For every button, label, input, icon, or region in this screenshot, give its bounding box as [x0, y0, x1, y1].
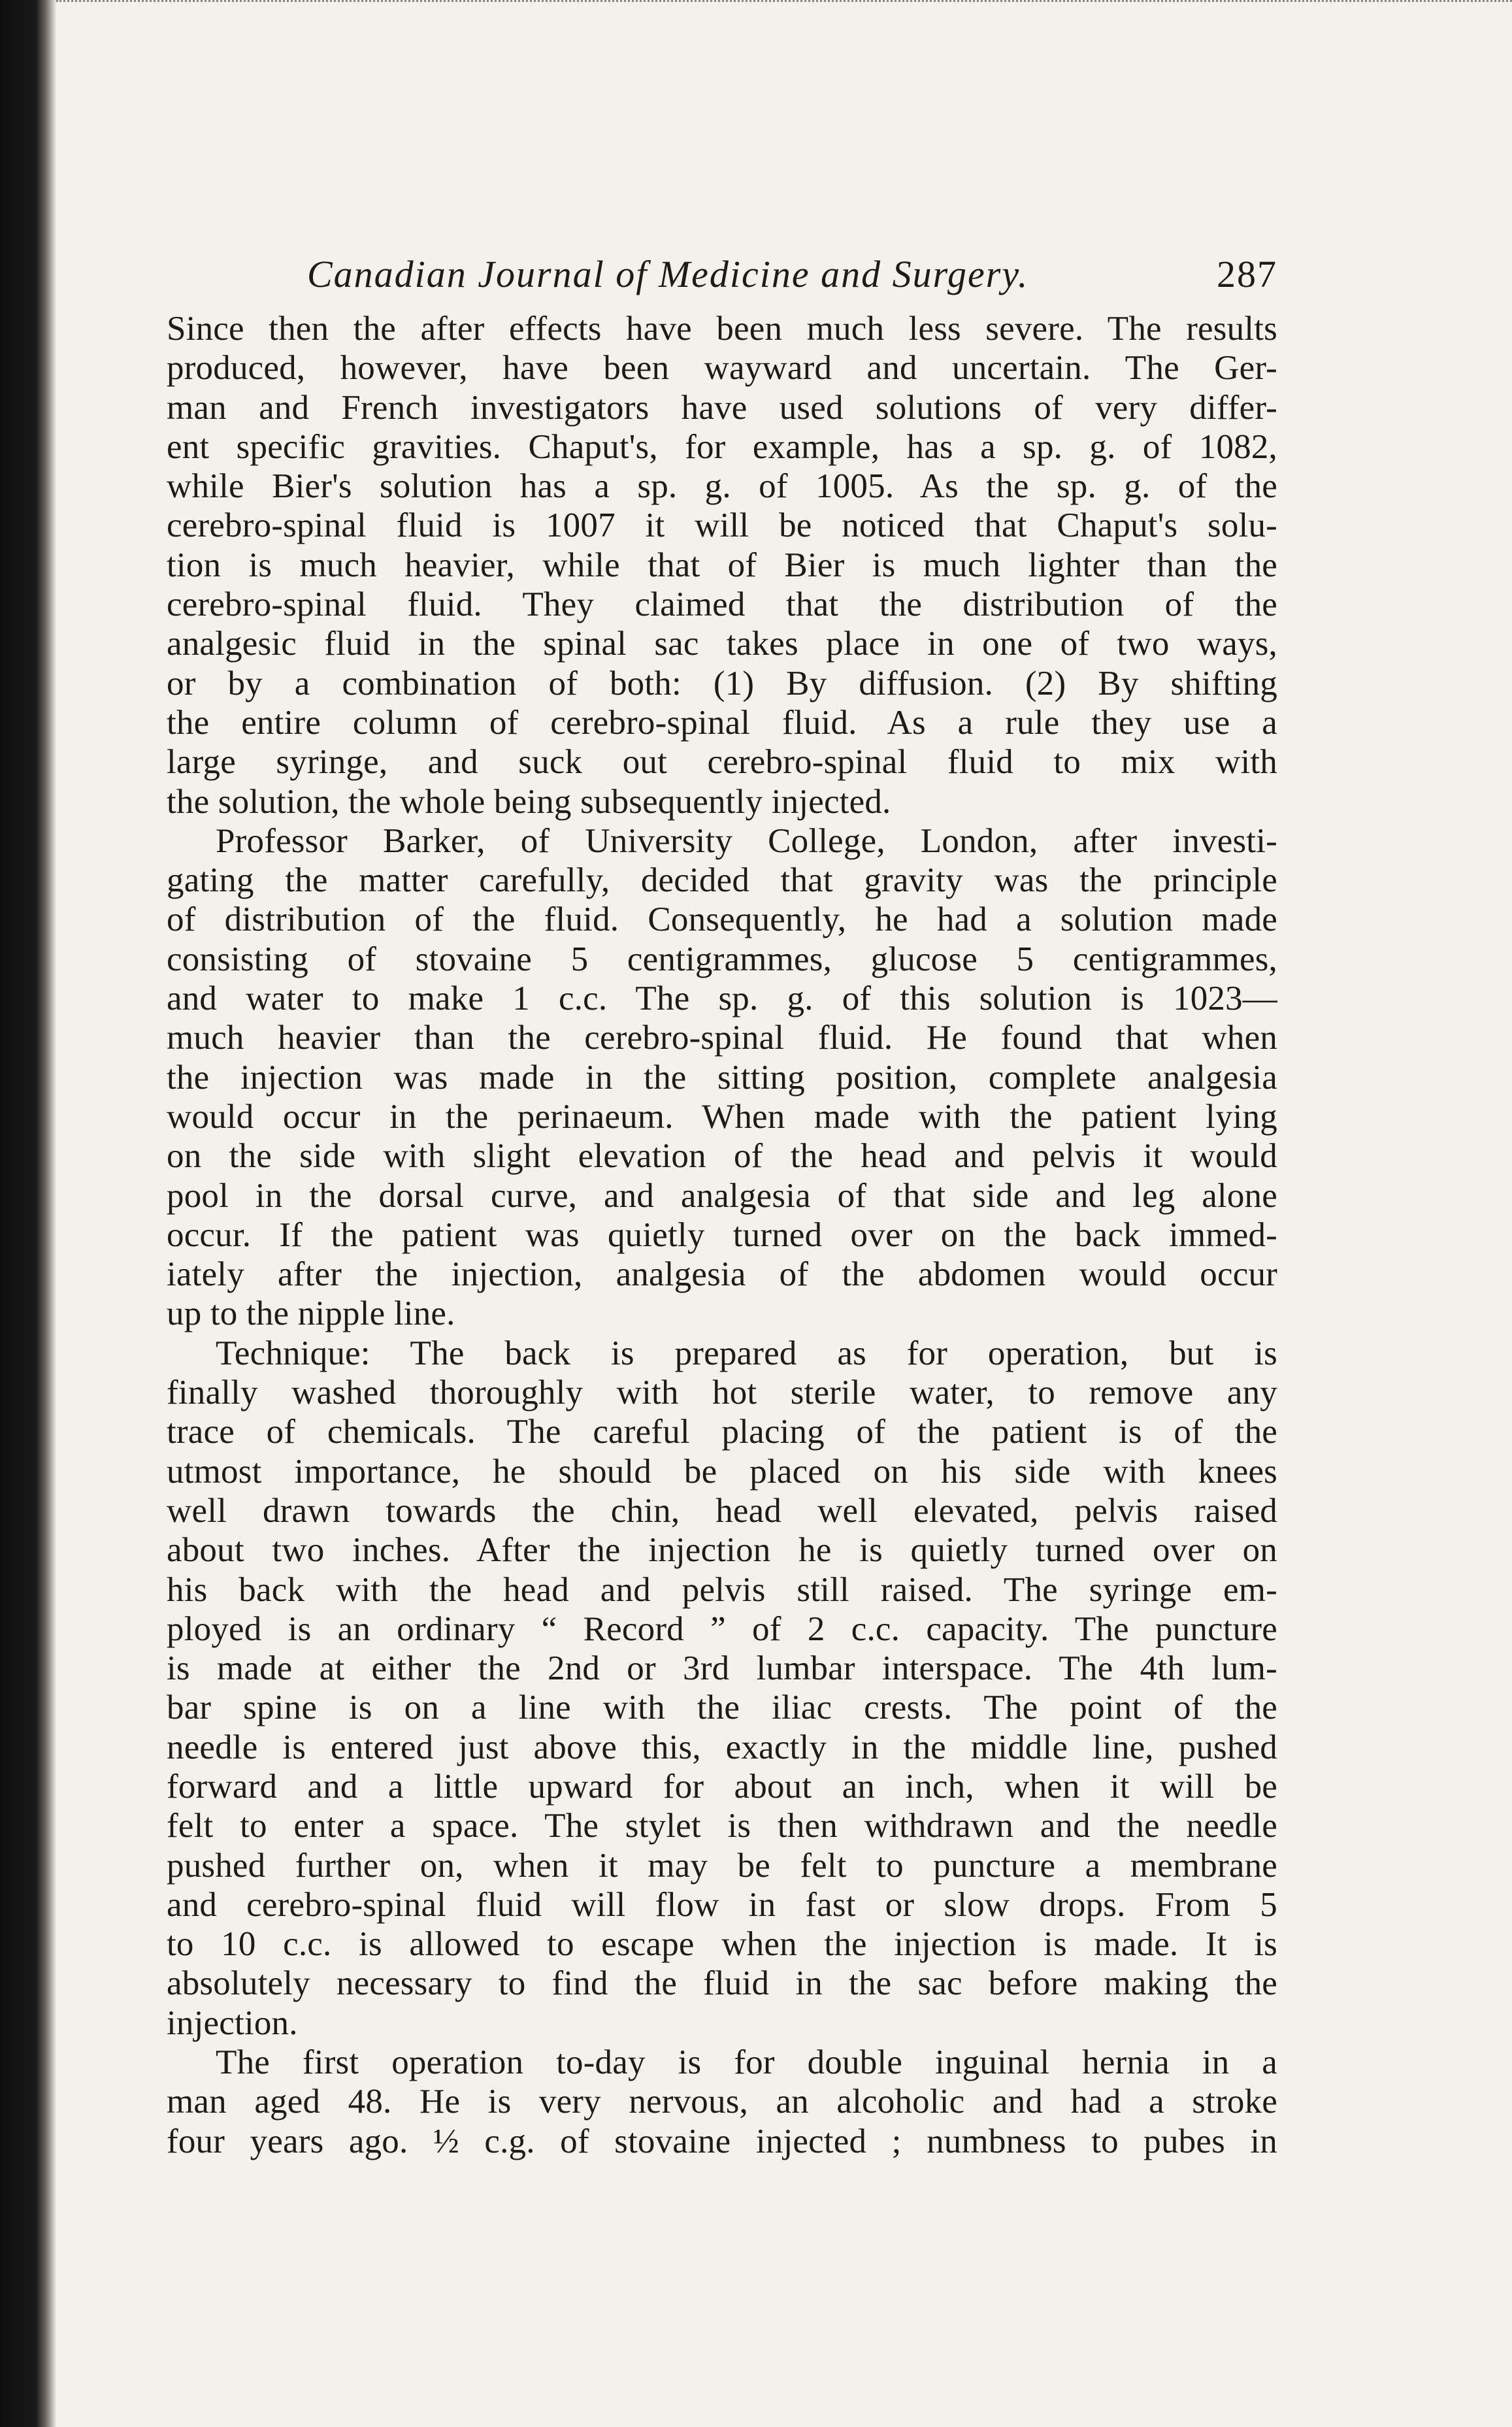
- text-line: the entire column of cerebro-spinal fluid. As a rule they use a: [167, 703, 1277, 742]
- text-line: forward and a little upward for about an inch, when it will be: [167, 1767, 1277, 1806]
- article-body: [167, 309, 1277, 2161]
- text-line: gating the matter carefully, decided that gravity was the principle: [167, 861, 1277, 900]
- text-line: utmost importance, he should be placed on his side with knees: [167, 1452, 1277, 1491]
- text-line: absolutely necessary to find the fluid in the sac before making the: [167, 1964, 1277, 2003]
- text-line: finally washed thoroughly with hot sterile water, to remove any: [167, 1374, 1277, 1412]
- text-line: pool in the dorsal curve, and analgesia of that side and leg alone: [167, 1176, 1277, 1215]
- text-line: four years ago. ½ c.g. of stovaine injected ; numbness to pubes in: [167, 2122, 1277, 2160]
- text-line: Professor Barker, of University College, London, after investi-: [216, 821, 1277, 860]
- text-line: ployed is an ordinary “ Record ” of 2 c.c. capacity. The puncture: [167, 1610, 1277, 1648]
- text-line: bar spine is on a line with the iliac crests. The point of the: [167, 1689, 1277, 1727]
- text-line: produced, however, have been wayward and uncertain. The Ger-: [167, 349, 1277, 388]
- text-line: Since then the after effects have been much less severe. The results: [167, 310, 1277, 348]
- text-line: on the side with slight elevation of the head and pelvis it would: [167, 1137, 1277, 1176]
- text-line: ent specific gravities. Chaput's, for example, has a sp. g. of 1082,: [167, 427, 1277, 466]
- text-line: and water to make 1 c.c. The sp. g. of this solution is 1023—: [167, 980, 1277, 1018]
- text-line: to 10 c.c. is allowed to escape when the injection is made. It is: [167, 1925, 1277, 1964]
- text-line: large syringe, and suck out cerebro-spinal fluid to mix with: [167, 743, 1277, 782]
- journal-page: [167, 245, 1277, 2161]
- text-line: Technique: The back is prepared as for operation, but is: [216, 1334, 1277, 1372]
- text-line: is made at either the 2nd or 3rd lumbar interspace. The 4th lum-: [167, 1649, 1277, 1688]
- text-line: occur. If the patient was quietly turned over on the back immed-: [167, 1215, 1277, 1254]
- text-line: his back with the head and pelvis still raised. The syringe em-: [167, 1570, 1277, 1609]
- text-line: needle is entered just above this, exactly in the middle line, pushed: [167, 1728, 1277, 1766]
- paragraph: [167, 821, 1277, 1334]
- text-line: man aged 48. He is very nervous, an alcoholic and had a stroke: [167, 2083, 1277, 2121]
- text-line: consisting of stovaine 5 centigrammes, glucose 5 centigrammes,: [167, 940, 1277, 978]
- paragraph: [167, 1334, 1277, 2043]
- text-line: while Bier's solution has a sp. g. of 1005. As the sp. g. of the: [167, 467, 1277, 506]
- text-line: felt to enter a space. The stylet is then withdrawn and the needle: [167, 1807, 1277, 1845]
- text-line: iately after the injection, analgesia of the abdomen would occur: [167, 1255, 1277, 1294]
- text-line: cerebro-spinal fluid is 1007 it will be noticed that Chaput's solu-: [167, 506, 1277, 545]
- running-head: [167, 245, 1277, 308]
- text-line: of distribution of the fluid. Consequently, he had a solution made: [167, 900, 1277, 939]
- page-binding-edge: [0, 0, 56, 2427]
- text-line: injection.: [167, 2004, 298, 2042]
- text-line: much heavier than the cerebro-spinal fluid. He found that when: [167, 1019, 1277, 1057]
- text-line: well drawn towards the chin, head well elevated, pelvis raised: [167, 1491, 1277, 1530]
- journal-title: Canadian Journal of Medicine and Surgery.: [307, 253, 1029, 295]
- page-number: 287: [1217, 253, 1277, 295]
- text-line: the injection was made in the sitting position, complete analgesia: [167, 1058, 1277, 1097]
- text-line: up to the nipple line.: [167, 1295, 455, 1333]
- text-line: about two inches. After the injection he is quietly turned over on: [167, 1531, 1277, 1570]
- text-line: pushed further on, when it may be felt to puncture a membrane: [167, 1846, 1277, 1885]
- text-line: the solution, the whole being subsequently injected.: [167, 782, 891, 821]
- text-line: cerebro-spinal fluid. They claimed that the distribution of the: [167, 586, 1277, 624]
- paragraph: [167, 2043, 1277, 2161]
- text-line: man and French investigators have used solutions of very differ-: [167, 388, 1277, 427]
- text-line: trace of chemicals. The careful placing of the patient is of the: [167, 1413, 1277, 1451]
- text-line: and cerebro-spinal fluid will flow in fast or slow drops. From 5: [167, 1885, 1277, 1924]
- text-line: or by a combination of both: (1) By diffusion. (2) By shifting: [167, 664, 1277, 702]
- text-line: tion is much heavier, while that of Bier is much lighter than the: [167, 546, 1277, 584]
- page-top-edge: [56, 0, 1512, 12]
- text-line: analgesic fluid in the spinal sac takes place in one of two ways,: [167, 625, 1277, 663]
- text-line: would occur in the perinaeum. When made with the patient lying: [167, 1097, 1277, 1136]
- paragraph: [167, 309, 1277, 821]
- text-line: The first operation to-day is for double inguinal hernia in a: [216, 2043, 1277, 2082]
